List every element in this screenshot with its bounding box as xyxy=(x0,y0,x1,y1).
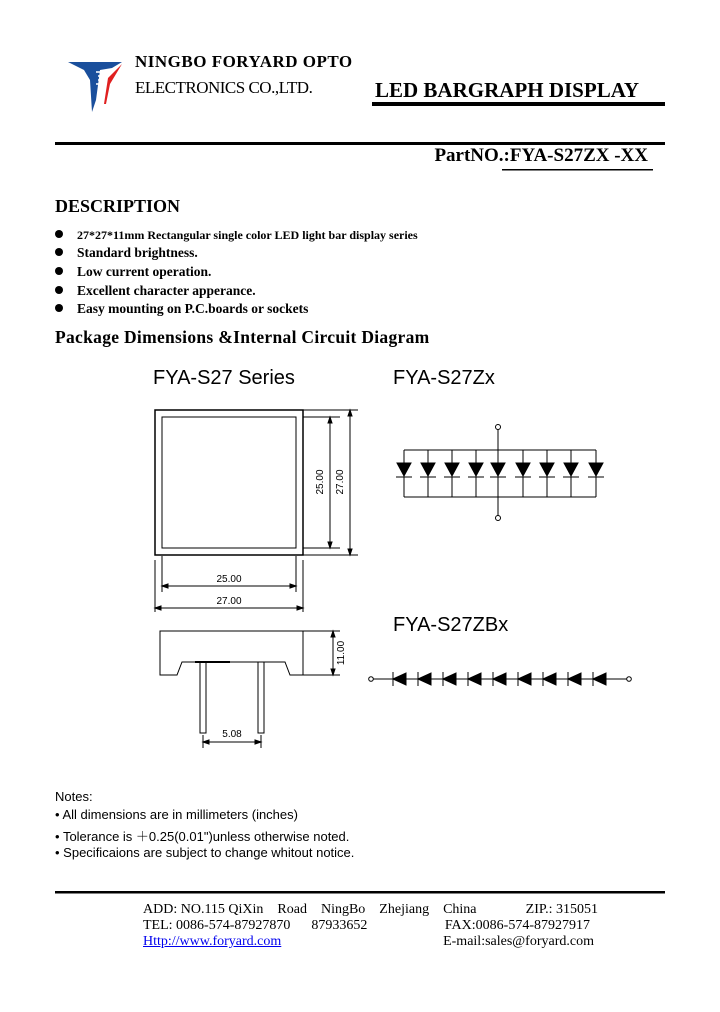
dim-25-vertical: 25.00 xyxy=(315,469,326,495)
dim-25-horizontal: 25.00 xyxy=(216,574,242,585)
bullet-text: Excellent character apperance. xyxy=(77,283,256,298)
terminal-node xyxy=(496,425,501,430)
note-item: • Tolerance is ＋0.25(0.01")unless otherwise noted. xyxy=(55,829,350,844)
bullet-icon xyxy=(55,230,63,238)
led-diode-icon xyxy=(543,673,556,685)
led-diode-icon xyxy=(564,463,578,476)
company-name-line2: ELECTRONICS CO.,LTD. xyxy=(135,78,313,97)
dim-27-horizontal: 27.00 xyxy=(216,596,242,607)
led-diode-icon xyxy=(421,463,435,476)
led-diode-icon xyxy=(468,673,481,685)
footer-zip: ZIP.: 315051 xyxy=(525,902,598,917)
package-heading: Package Dimensions &Internal Circuit Diagram xyxy=(55,327,430,347)
bullet-item xyxy=(55,264,211,280)
part-underline xyxy=(502,169,653,171)
terminal-node xyxy=(496,516,501,521)
footer-address: ADD: NO.115 QiXin Road NingBo Zhejiang China xyxy=(143,902,477,917)
bullet-item xyxy=(55,227,418,243)
footer-fax: FAX:0086-574-87927917 xyxy=(444,918,590,933)
note-text: Tolerance is ＋0.25(0.01")unless otherwise noted. xyxy=(62,829,350,844)
side-view-drawing xyxy=(160,631,340,748)
led-diode-icon xyxy=(491,463,505,476)
company-logo xyxy=(68,62,122,112)
part-number: PartNO.:FYA-S27ZX -XX xyxy=(434,145,648,166)
led-diode-icon xyxy=(518,673,531,685)
led-diode-icon xyxy=(393,673,406,685)
led-diode-icon xyxy=(469,463,483,476)
footer-email: E-mail:sales@foryard.com xyxy=(443,934,594,949)
top-view-drawing xyxy=(155,410,358,612)
zbx-circuit-diagram xyxy=(369,672,632,686)
bullet-item xyxy=(55,301,308,317)
led-diode-icon xyxy=(493,673,506,685)
led-diode-icon xyxy=(443,673,456,685)
note-text: Specificaions are subject to change whitout notice. xyxy=(63,845,355,860)
note-text: All dimensions are in millimeters (inches) xyxy=(62,807,298,822)
led-diode-icon xyxy=(593,673,606,685)
bullet-text: Low current operation. xyxy=(77,264,212,279)
description-heading: DESCRIPTION xyxy=(55,196,181,216)
series-label: FYA-S27 Series xyxy=(153,367,295,389)
bullet-icon xyxy=(55,267,63,275)
terminal-node xyxy=(369,677,374,682)
led-diode-icon xyxy=(418,673,431,685)
footer-tel: TEL: 0086-574-87927870 87933652 xyxy=(143,918,368,933)
led-diode-icon xyxy=(589,463,603,476)
bullet-text: 27*27*11mm Rectangular single color LED light bar display series xyxy=(77,228,418,242)
bullet-text: Standard brightness. xyxy=(77,245,198,260)
note-item: • Specificaions are subject to change whitout notice. xyxy=(55,845,355,860)
terminal-node xyxy=(627,677,632,682)
led-diode-icon xyxy=(445,463,459,476)
note-item: • All dimensions are in millimeters (inches) xyxy=(55,807,298,822)
bullet-text: Easy mounting on P.C.boards or sockets xyxy=(77,301,309,316)
bullet-icon xyxy=(55,248,63,256)
bullet-icon xyxy=(55,304,63,312)
zbx-label: FYA-S27ZBx xyxy=(393,614,509,636)
notes-heading: Notes: xyxy=(55,789,93,804)
footer-divider xyxy=(55,891,665,894)
company-name-line1: NINGBO FORYARD OPTO xyxy=(135,52,353,71)
document-title: LED BARGRAPH DISPLAY xyxy=(375,78,640,102)
dim-27-vertical: 27.00 xyxy=(335,469,346,495)
bullet-item xyxy=(55,283,256,299)
led-diode-icon xyxy=(568,673,581,685)
zx-circuit-diagram xyxy=(396,425,604,521)
led-diode-icon xyxy=(516,463,530,476)
zx-label: FYA-S27Zx xyxy=(393,367,495,389)
dim-height: 11.00 xyxy=(336,640,347,666)
bullet-icon xyxy=(55,286,63,294)
led-diode-icon xyxy=(540,463,554,476)
dim-pitch: 5.08 xyxy=(222,729,242,740)
bullet-item xyxy=(55,245,198,261)
website-link[interactable]: Http://www.foryard.com xyxy=(143,934,282,949)
led-diode-icon xyxy=(397,463,411,476)
